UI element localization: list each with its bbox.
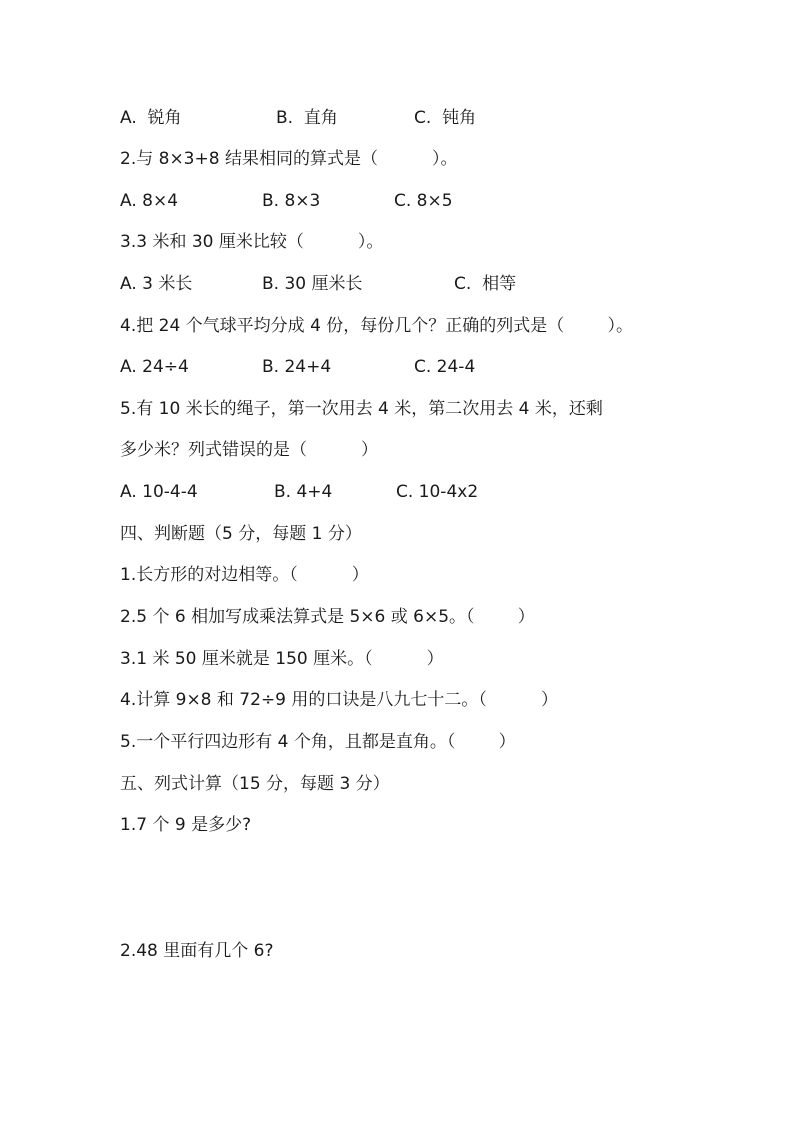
judgement-item: 5.一个平行四边形有 4 个角，且都是直角。（ ） xyxy=(120,732,516,752)
judgement-item: 4.计算 9×8 和 72÷9 用的口诀是八九七十二。（ ） xyxy=(120,690,558,710)
question-5-stem-line2: 多少米？列式错误的是（ ） xyxy=(120,440,379,460)
judgement-item: 3.1 米 50 厘米就是 150 厘米。（ ） xyxy=(120,649,444,669)
option-b: B. 8×3 xyxy=(262,191,321,211)
option-c: C. 24-4 xyxy=(414,357,476,377)
option-a: A. 10-4-4 xyxy=(120,482,198,502)
option-b: B. 30 厘米长 xyxy=(262,274,363,294)
option-c: C. 8×5 xyxy=(394,191,453,211)
judgement-item: 2.5 个 6 相加写成乘法算式是 5×6 或 6×5。（ ） xyxy=(120,607,535,627)
option-a: A. 24÷4 xyxy=(120,357,189,377)
judgement-item: 1.长方形的对边相等。（ ） xyxy=(120,565,369,585)
question-5-stem-line1: 5.有 10 米长的绳子，第一次用去 4 米，第二次用去 4 米，还剩 xyxy=(120,399,603,419)
option-c: C. 10-4x2 xyxy=(396,482,479,502)
option-a: A. 锐角 xyxy=(120,108,182,128)
option-a: A. 3 米长 xyxy=(120,274,193,294)
section-heading: 四、判断题（5 分，每题 1 分） xyxy=(120,524,362,544)
option-c: C. 相等 xyxy=(454,274,517,294)
option-b: B. 4+4 xyxy=(274,482,333,502)
section-heading: 五、列式计算（15 分，每题 3 分） xyxy=(120,774,390,794)
option-c: C. 钝角 xyxy=(414,108,477,128)
option-b: B. 24+4 xyxy=(262,357,332,377)
question-4-stem: 4.把 24 个气球平均分成 4 份，每份几个？正确的列式是（ ）。 xyxy=(120,316,634,336)
calculation-item: 1.7 个 9 是多少? xyxy=(120,815,252,835)
calculation-item: 2.48 里面有几个 6? xyxy=(120,941,274,961)
question-3-stem: 3.3 米和 30 厘米比较（ ）。 xyxy=(120,232,384,252)
option-a: A. 8×4 xyxy=(120,191,179,211)
question-2-stem: 2.与 8×3+8 结果相同的算式是（ ）。 xyxy=(120,149,458,169)
option-b: B. 直角 xyxy=(276,108,338,128)
